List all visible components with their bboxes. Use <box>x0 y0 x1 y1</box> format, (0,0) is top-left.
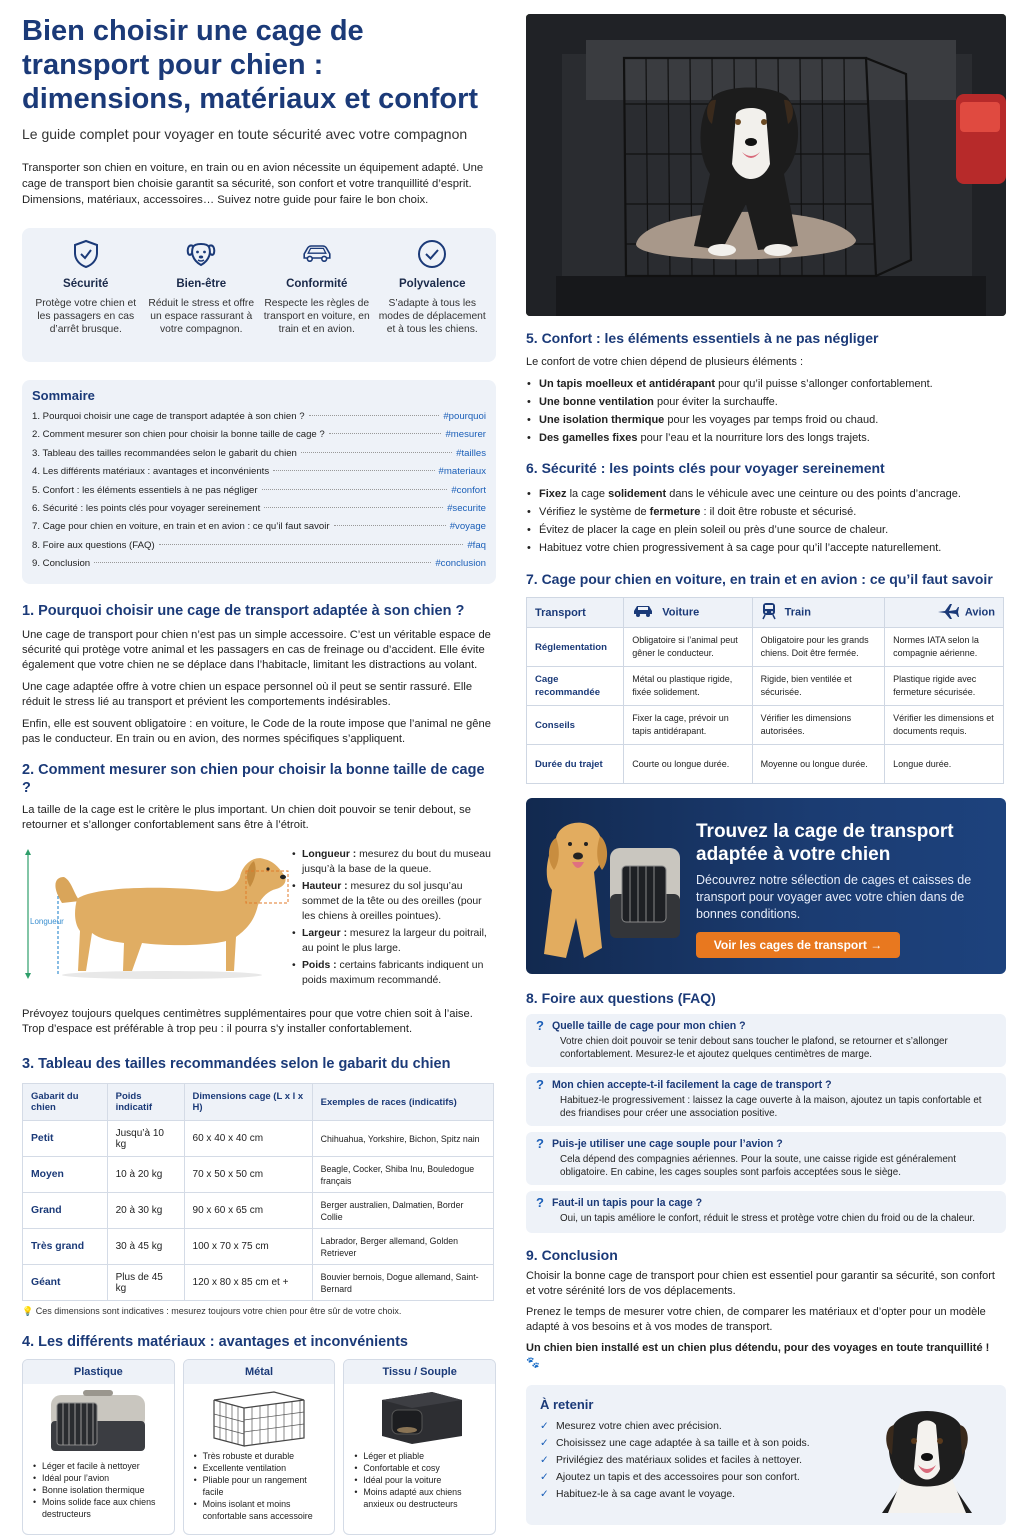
conclusion-highlight: Un chien bien installé est un chien plus détendu, pour des voyages en toute tranquillité ! 🐾 <box>526 1342 990 1369</box>
faq-item[interactable]: ? Faut-il un tapis pour la cage ? Oui, un tapis améliore le confort, réduit le stress et protège votre chien du froid ou de la chaleur. <box>526 1191 1006 1233</box>
question-icon: ? <box>536 1077 544 1092</box>
shield-check-icon <box>70 238 102 270</box>
benefit-text: S’adapte à tous les modes de déplacement et à tous les chiens. <box>378 298 486 335</box>
material-card-metal: Métal • Très robuste et durable • Excellente ventilation • Pliable pour un rangement facile • Moins isolant et moins confortable sans accessoire <box>183 1359 336 1535</box>
toc-item[interactable]: 1. Pourquoi choisir une cage de transport adaptée à son chien ? #pourquoi <box>32 411 486 422</box>
toc-item[interactable]: 3. Tableau des tailles recommandées selon le gabarit du chien #tailles <box>32 447 486 459</box>
table-header-row <box>527 598 1004 628</box>
list-item: ✓ Habituez-le à sa cage avant le voyage. <box>540 1486 992 1503</box>
material-card-plastique: Plastique • Léger et facile à nettoyer • Idéal pour l’avion • Bonne isolation thermique • Moins solide face aux chiens destructeurs <box>22 1359 175 1535</box>
section-2-title: 2. Comment mesurer son chien pour choisir la bonne taille de cage ? <box>22 762 485 796</box>
toc-anchor-link[interactable]: #conclusion <box>435 558 486 570</box>
table-header-row <box>23 1084 494 1121</box>
benefit-conformite <box>259 238 375 352</box>
paw-icon: 🐾 <box>526 1357 540 1369</box>
table-row: Grand 20 à 30 kg 90 x 60 x 65 cm Berger australien, Dalmatien, Border Collie <box>23 1193 494 1229</box>
table-header: Exemples de races (indicatifs) <box>312 1084 493 1121</box>
benefit-text: Protège votre chien et les passagers en cas d’arrêt brusque. <box>35 298 137 335</box>
benefit-text: Respecte les règles de transport en voiture, en train et en avion. <box>263 298 370 335</box>
benefit-title: Conformité <box>286 278 348 290</box>
list-item: • Habituez votre chien progressivement à sa cage pour qu’il l’accepte naturellement. <box>526 539 1006 557</box>
section-1-paragraph: Enfin, elle est souvent obligatoire : en voiture, le Code de la route impose que l’animal ne gêne pas le conducteur. En train ou en avion, des normes spécifiques s’appliquent. <box>22 718 491 745</box>
security-list <box>526 485 1006 557</box>
question-icon: ? <box>536 1195 544 1210</box>
list-item: • Vérifiez le système de fermeture : il doit être robuste et sécurisé. <box>526 503 1006 521</box>
section-1-paragraph: Une cage de transport pour chien n’est pas un simple accessoire. C’est un véritable espace de sécurité qui protège votre animal et les passagers en cas de freinage ou d’accident. Elle évite également que votre chien ne se déplace dans l’habitacle, limitant les distractions au volant. <box>22 629 491 671</box>
dog-and-crate-image <box>526 798 696 974</box>
benefit-bien-etre <box>144 238 260 352</box>
table-row: Moyen 10 à 20 kg 70 x 50 x 50 cm Beagle, Cocker, Shiba Inu, Bouledogue français <box>23 1157 494 1193</box>
page-subtitle: Le guide complet pour voyager en toute sécurité avec votre compagnon <box>22 126 468 142</box>
benefit-polyvalence <box>375 238 491 352</box>
toc-item[interactable]: 8. Foire aux questions (FAQ) #faq <box>32 539 486 551</box>
list-item: • Évitez de placer la cage en plein soleil ou près d’une source de chaleur. <box>526 521 1006 539</box>
check-circle-icon <box>416 238 448 270</box>
benefit-title: Sécurité <box>63 278 109 290</box>
table-row: Très grand 30 à 45 kg 100 x 70 x 75 cm Labrador, Berger allemand, Golden Retriever <box>23 1229 494 1265</box>
list-item: • Un tapis moelleux et antidérapant pour qu’il puisse s’allonger confortablement. <box>526 375 1006 393</box>
benefit-title: Bien-être <box>176 278 227 290</box>
section-7-title: 7. Cage pour chien en voiture, en train et en avion : ce qu’il faut savoir <box>526 571 993 587</box>
toc-item[interactable]: 7. Cage pour chien en voiture, en train et en avion : ce qu’il faut savoir #voyage <box>32 521 486 533</box>
key-takeaways-title: À retenir <box>540 1397 594 1412</box>
cta-description: Découvrez notre sélection de cages et caisses de transport pour voyager avec votre chien dans de bonnes conditions. <box>696 873 972 921</box>
toc-title: Sommaire <box>32 388 95 403</box>
faq-item[interactable]: ? Mon chien accepte-t-il facilement la cage de transport ? Habituez-le progressivement : laissez la cage ouverte à la maison, ajoutez un tapis confortable et des friandises pour créer une association positive. <box>526 1073 1006 1126</box>
cta-title: Trouvez la cage de transport adaptée à votre chien <box>696 821 954 865</box>
toc-item[interactable]: 6. Sécurité : les points clés pour voyager sereinement #securite <box>32 502 486 514</box>
section-1-title: 1. Pourquoi choisir une cage de transport adaptée à son chien ? <box>22 603 465 619</box>
section-4-title: 4. Les différents matériaux : avantages et inconvénients <box>22 1334 408 1350</box>
cta-banner <box>526 798 1006 974</box>
toc-anchor-link[interactable]: #securite <box>447 502 486 514</box>
list-item: ✓ Choisissez une cage adaptée à sa taille et à son poids. <box>540 1435 992 1452</box>
benefit-securite <box>28 238 144 352</box>
car-icon <box>301 238 333 270</box>
transport-table <box>526 597 1004 784</box>
toc-anchor-link[interactable]: #faq <box>467 539 486 551</box>
materials-cards <box>22 1359 496 1535</box>
table-row: Cage recommandée Métal ou plastique rigide, fixée solidement. Rigide, bien ventilée et sécurisée. Plastique rigide avec fermeture sécurisée. <box>527 667 1004 706</box>
toc-item[interactable]: 5. Confort : les éléments essentiels à ne pas négliger #confort <box>32 484 486 496</box>
sizes-note: 💡 Ces dimensions sont indicatives : mesurez toujours votre chien pour être sûr de votre choix. <box>22 1306 402 1316</box>
table-row: Durée du trajet Courte ou longue durée. Moyenne ou longue durée. Longue durée. <box>527 745 1004 784</box>
section-3-title: 3. Tableau des tailles recommandées selon le gabarit du chien <box>22 1056 451 1072</box>
section-8-title: 8. Foire aux questions (FAQ) <box>526 990 716 1006</box>
section-6-title: 6. Sécurité : les points clés pour voyager sereinement <box>526 460 885 476</box>
table-row: Géant Plus de 45 kg 120 x 80 x 85 cm et + Bouvier bernois, Dogue allemand, Saint-Bernard <box>23 1265 494 1301</box>
plastic-crate-image <box>43 1387 153 1457</box>
conclusion-paragraph: Prenez le temps de mesurer votre chien, de comparer les matériaux et d’opter pour un modèle adapté à vos besoins et à vos modes de transport. <box>526 1306 986 1333</box>
benefits-panel <box>22 228 496 362</box>
section-1-paragraph: Une cage adaptée offre à votre chien un espace personnel où il peut se sentir rassuré. Elle réduit le stress lié au transport et prévient les comportements indésirables. <box>22 681 473 708</box>
table-row: Conseils Fixer la cage, prévoir un tapis antidérapant. Vérifier les dimensions autorisées. Vérifier les dimensions et documents requis. <box>527 706 1004 745</box>
measure-item: • Hauteur : mesurez du sol jusqu’au sommet de la tête ou des oreilles (pour les chiens à oreilles pointues). <box>292 879 496 924</box>
table-header: Poids indicatif <box>107 1084 184 1121</box>
golden-retriever-illustration <box>22 847 292 995</box>
toc-anchor-link[interactable]: #confort <box>451 484 486 496</box>
comfort-list <box>526 375 1006 447</box>
section-5-title: 5. Confort : les éléments essentiels à ne pas négliger <box>526 330 879 346</box>
benefit-text: Réduit le stress et offre un espace rassurant à votre compagnon. <box>148 298 255 335</box>
australian-shepherd-image <box>862 1389 992 1519</box>
soft-crate-image <box>370 1386 470 1448</box>
list-item: • Une bonne ventilation pour éviter la surchauffe. <box>526 393 1006 411</box>
toc-item[interactable]: 9. Conclusion #conclusion <box>32 558 486 570</box>
question-icon: ? <box>536 1136 544 1151</box>
plane-icon <box>937 603 959 622</box>
table-of-contents <box>22 380 496 584</box>
measure-block <box>22 847 496 995</box>
measure-list <box>292 847 496 995</box>
list-item: • Fixez la cage solidement dans le véhicule avec une ceinture ou des points d’ancrage. <box>526 485 1006 503</box>
table-row: Réglementation Obligatoire si l’animal peut gêner le conducteur. Obligatoire pour les grands chiens. Doit être fermée. Normes IATA selon la compagnie aérienne. <box>527 628 1004 667</box>
dog-measure-diagram <box>22 847 292 995</box>
intro-paragraph: Transporter son chien en voiture, en train ou en avion nécessite un équipement adapté. Une cage de transport bien choisie garantit sa sécurité, son confort et votre tranquillité d’esprit. Dimensions, matériaux, accessoires… Suivez notre guide pour faire le bon choix. <box>22 162 484 206</box>
measure-item: • Poids : certains fabricants indiquent un poids maximum recommandé. <box>292 958 496 988</box>
table-header: Avion <box>885 598 1004 628</box>
table-header: Voiture <box>624 598 752 628</box>
toc-item[interactable]: 2. Comment mesurer son chien pour choisir la bonne taille de cage ? #mesurer <box>32 429 486 441</box>
table-header: Dimensions cage (L x l x H) <box>184 1084 312 1121</box>
faq-item[interactable]: ? Puis-je utiliser une cage souple pour l’avion ? Cela dépend des compagnies aériennes. Pour la soute, une caisse rigide est généralement obligatoire. En cabine, les cages souples sont parfois acceptées sous le siège. <box>526 1132 1006 1185</box>
section-5-intro: Le confort de votre chien dépend de plusieurs éléments : <box>526 356 804 368</box>
toc-anchor-link[interactable]: #tailles <box>456 447 486 459</box>
measure-item: • Longueur : mesurez du bout du museau jusqu’à la base de la queue. <box>292 847 496 877</box>
question-icon: ? <box>536 1018 544 1033</box>
section-9-title: 9. Conclusion <box>526 1247 618 1263</box>
dog-in-car-crate-image <box>526 14 1006 316</box>
toc-anchor-link[interactable]: #materiaux <box>438 466 486 478</box>
toc-anchor-link[interactable]: #voyage <box>449 521 486 533</box>
left-column <box>22 14 496 1535</box>
toc-item[interactable]: 4. Les différents matériaux : avantages et inconvénients #materiaux <box>32 466 486 478</box>
metal-crate-image <box>204 1386 314 1448</box>
conclusion-paragraph: Choisir la bonne cage de transport pour chien est essentiel pour garantir sa sécurité, son confort et votre sérénité lors de vos déplacements. <box>526 1270 995 1297</box>
list-item: • Des gamelles fixes pour l’eau et la nourriture lors des longs trajets. <box>526 429 1006 447</box>
faq-item[interactable]: ? Quelle taille de cage pour mon chien ? Votre chien doit pouvoir se tenir debout sans toucher le plafond, se retourner et s’allonger confortablement. Mesurez-le et ajoutez quelques centimètres de marge. <box>526 1014 1006 1067</box>
view-crates-button[interactable]: Voir les cages de transport → <box>696 932 900 958</box>
longueur-label: Longueur <box>30 917 64 926</box>
list-item: ✓ Mesurez votre chien avec précision. <box>540 1418 992 1435</box>
list-item: • Une isolation thermique pour les voyages par temps froid ou chaud. <box>526 411 1006 429</box>
car-icon <box>632 604 654 621</box>
dog-face-icon <box>185 238 217 270</box>
material-card-tissu: Tissu / Souple • Léger et pliable • Confortable et cosy • Idéal pour la voiture • Moins adapté aux chiens anxieux ou destructeurs <box>343 1359 496 1535</box>
table-header: Gabarit du chien <box>23 1084 108 1121</box>
sizes-table <box>22 1083 494 1301</box>
table-header: Train <box>752 598 885 628</box>
measure-item: • Largeur : mesurez la largeur du poitrail, au point le plus large. <box>292 926 496 956</box>
train-icon <box>761 602 777 623</box>
table-header: Transport <box>527 598 624 628</box>
table-row: Petit Jusqu’à 10 kg 60 x 40 x 40 cm Chihuahua, Yorkshire, Bichon, Spitz nain <box>23 1121 494 1157</box>
section-2-paragraph: Prévoyez toujours quelques centimètres supplémentaires pour que votre chien soit à l’aise. Trop d’espace est préférable à trop peu : il pourra s’y installer confortablement. <box>22 1008 473 1035</box>
page-title: Bien choisir une cage de transport pour chien : dimensions, matériaux et confort <box>22 15 479 115</box>
benefit-title: Polyvalence <box>399 278 466 290</box>
list-item: ✓ Privilégiez des matériaux solides et faciles à nettoyer. <box>540 1452 992 1469</box>
key-takeaways-box <box>526 1385 1006 1525</box>
toc-anchor-link[interactable]: #mesurer <box>445 429 486 441</box>
right-column <box>526 14 1006 1525</box>
section-2-paragraph: La taille de la cage est le critère le plus important. Un chien doit pouvoir se tenir debout, se retourner et s’allonger confortablement sans être à l’étroit. <box>22 804 471 831</box>
toc-anchor-link[interactable]: #pourquoi <box>443 411 486 422</box>
car-crate-photo <box>526 14 1006 316</box>
list-item: ✓ Ajoutez un tapis et des accessoires pour son confort. <box>540 1469 992 1486</box>
lightbulb-icon: 💡 <box>22 1306 34 1316</box>
